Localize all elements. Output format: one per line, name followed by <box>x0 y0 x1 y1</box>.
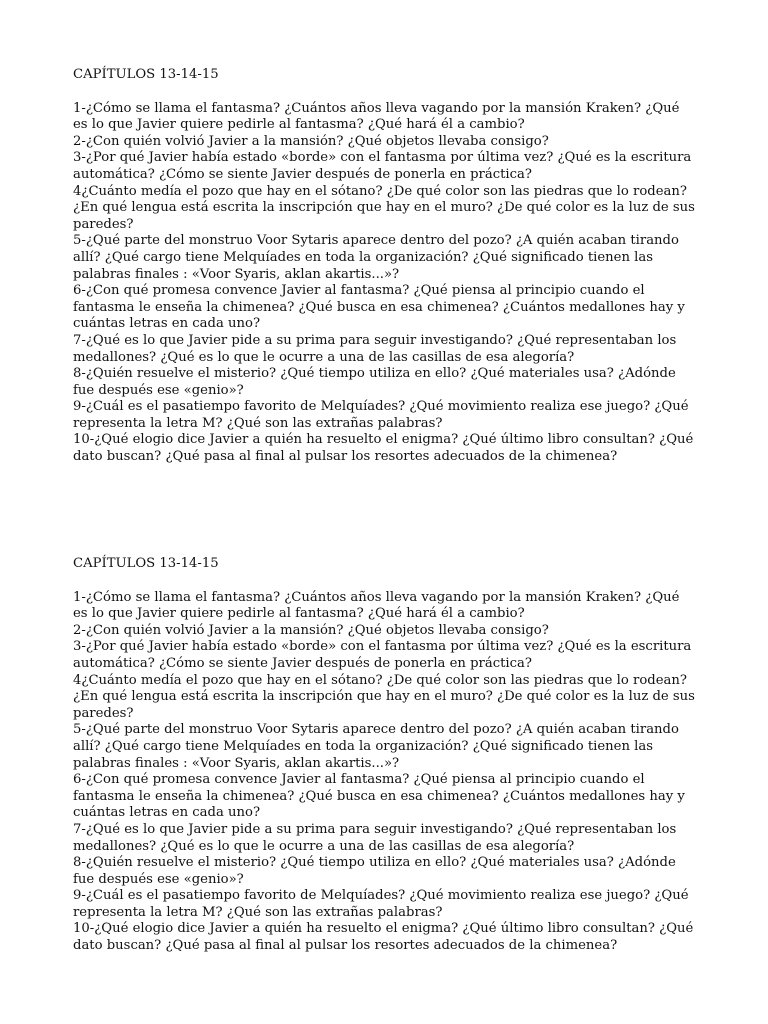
question-1: 1-¿Cómo se llama el fantasma? ¿Cuántos años lleva vagando por la mansión Kraken? ¿Qué es lo que Javier quiere pedirle al fantasma? ¿Qué hará él a cambio? <box>73 589 680 622</box>
question-8: 8-¿Quién resuelve el misterio? ¿Qué tiempo utiliza en ello? ¿Qué materiales usa? ¿Adónde fue después ese «genio»? <box>73 366 676 398</box>
question-3: 3-¿Por qué Javier había estado «borde» con el fantasma por última vez? ¿Qué es la escritura automática? ¿Cómo se siente Javier después de ponerla en práctica? <box>73 150 692 182</box>
question-2: 2-¿Con quién volvió Javier a la mansión? ¿Qué objetos llevaba consigo? <box>73 133 549 149</box>
question-4: 4¿Cuánto medía el pozo que hay en el sótano? ¿De qué color son las piedras que lo rodean? ¿En qué lengua está escrita la inscripción que hay en el muro? ¿De qué color es la luz de sus paredes? <box>73 672 695 721</box>
questions-section-2 <box>73 556 695 955</box>
question-7: 7-¿Qué es lo que Javier pide a su prima para seguir investigando? ¿Qué representaban los medallones? ¿Qué es lo que le ocurre a una de las casillas de esa alegoría? <box>73 821 677 854</box>
question-6: 6-¿Con qué promesa convence Javier al fantasma? ¿Qué piensa al principio cuando el fantasma le enseña la chimenea? ¿Qué busca en esa chimenea? ¿Cuántos medallones hay y cuántas letras en cada uno? <box>73 283 685 332</box>
question-2: 2-¿Con quién volvió Javier a la mansión? ¿Qué objetos llevaba consigo? <box>73 622 549 638</box>
question-6: 6-¿Con qué promesa convence Javier al fantasma? ¿Qué piensa al principio cuando el fantasma le enseña la chimenea? ¿Qué busca en esa chimenea? ¿Cuántos medallones hay y cuántas letras en cada uno? <box>73 772 685 821</box>
section-heading: CAPÍTULOS 13-14-15 <box>73 67 219 82</box>
question-3: 3-¿Por qué Javier había estado «borde» con el fantasma por última vez? ¿Qué es la escritura automática? ¿Cómo se siente Javier después de ponerla en práctica? <box>73 639 692 671</box>
question-10: 10-¿Qué elogio dice Javier a quién ha resuelto el enigma? ¿Qué último libro consultan? ¿Qué dato buscan? ¿Qué pasa al final al pulsar los resortes adecuados de la chimenea? <box>73 921 694 954</box>
question-9: 9-¿Cuál es el pasatiempo favorito de Melquíades? ¿Qué movimiento realiza ese juego? ¿Qué representa la letra M? ¿Qué son las extrañas palabras? <box>73 399 689 431</box>
question-7: 7-¿Qué es lo que Javier pide a su prima para seguir investigando? ¿Qué representaban los medallones? ¿Qué es lo que le ocurre a una de las casillas de esa alegoría? <box>73 332 677 365</box>
question-10: 10-¿Qué elogio dice Javier a quién ha resuelto el enigma? ¿Qué último libro consultan? ¿Qué dato buscan? ¿Qué pasa al final al pulsar los resortes adecuados de la chimenea? <box>73 432 694 465</box>
questions-section-1 <box>73 67 695 466</box>
question-5: 5-¿Qué parte del monstruo Voor Sytaris aparece dentro del pozo? ¿A quién acaban tirando allí? ¿Qué cargo tiene Melquíades en toda la organización? ¿Qué significado tienen las palabras finales : «Voor Syaris, aklan akartis...»? <box>73 722 679 771</box>
section-heading: CAPÍTULOS 13-14-15 <box>73 556 219 571</box>
question-9: 9-¿Cuál es el pasatiempo favorito de Melquíades? ¿Qué movimiento realiza ese juego? ¿Qué representa la letra M? ¿Qué son las extrañas palabras? <box>73 888 689 920</box>
question-8: 8-¿Quién resuelve el misterio? ¿Qué tiempo utiliza en ello? ¿Qué materiales usa? ¿Adónde fue después ese «genio»? <box>73 855 676 887</box>
question-1: 1-¿Cómo se llama el fantasma? ¿Cuántos años lleva vagando por la mansión Kraken? ¿Qué es lo que Javier quiere pedirle al fantasma? ¿Qué hará él a cambio? <box>73 100 680 133</box>
question-5: 5-¿Qué parte del monstruo Voor Sytaris aparece dentro del pozo? ¿A quién acaban tirando allí? ¿Qué cargo tiene Melquíades en toda la organización? ¿Qué significado tienen las palabras finales : «Voor Syaris, aklan akartis...»? <box>73 233 679 282</box>
question-4: 4¿Cuánto medía el pozo que hay en el sótano? ¿De qué color son las piedras que lo rodean? ¿En qué lengua está escrita la inscripción que hay en el muro? ¿De qué color es la luz de sus paredes? <box>73 183 695 232</box>
